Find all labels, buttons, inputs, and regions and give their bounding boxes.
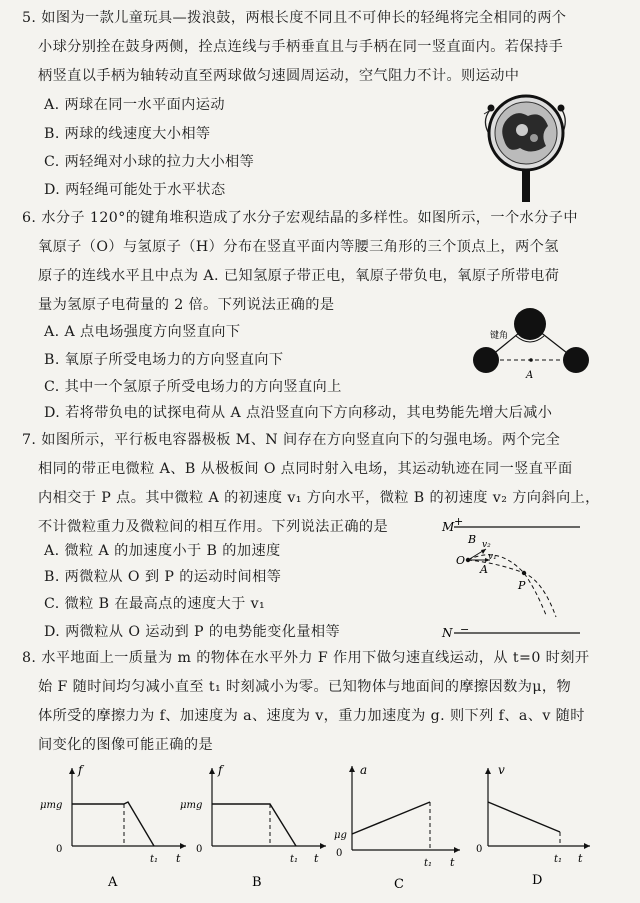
capacitor-figure <box>438 515 588 649</box>
graph-b-label: B <box>252 875 262 890</box>
q8-stem-line-3: 体所受的摩擦力为 f、加速度为 a、速度为 v，重力加速度为 g. 则下列 f、a、v 随时 <box>38 708 585 724</box>
graph-a-level-label: μmg <box>40 800 63 811</box>
graph-c-x-axis: t <box>450 856 455 869</box>
graph-a-t1-label: t₁ <box>150 854 159 865</box>
graph-a <box>38 762 188 900</box>
q5-option-a: A. 两球在同一水平面内运动 <box>44 97 225 113</box>
graph-b-origin: 0 <box>196 844 203 855</box>
q5-stem-line-3: 柄竖直以手柄为轴转动直至两球做匀速圆周运动，空气阻力不计。则运动中 <box>38 68 520 84</box>
graph-d <box>470 762 620 900</box>
q7-option-b: B. 两微粒从 O 到 P 的运动时间相等 <box>44 569 282 585</box>
q5-stem-line-2: 小球分别拴在鼓身两侧，拴点连线与手柄垂直且与手柄在同一竖直面内。若保持手 <box>38 39 564 55</box>
graph-d-y-axis: v <box>498 763 505 777</box>
graph-c-y-axis: a <box>360 763 368 777</box>
q6-stem-line-1: 6. 水分子 120°的键角堆积造成了水分子宏观结晶的多样性。如图所示，一个水分子中 <box>22 210 578 226</box>
q5-option-b: B. 两球的线速度大小相等 <box>44 126 211 142</box>
graph-a-label: A <box>108 875 118 890</box>
q8-stem-line-2: 始 F 随时间均匀减小直至 t₁ 时刻减小为零。已知物体与地面间的摩擦因数为μ，物 <box>38 679 572 695</box>
v1-label: v₁ <box>488 552 497 562</box>
q5-option-d: D. 两轻绳可能处于水平状态 <box>44 182 226 198</box>
q6-option-a: A. A 点电场强度方向竖直向下 <box>44 324 241 340</box>
q7-stem-line-2: 相同的带正电微粒 A、B 从极板间 O 点同时射入电场，其运动轨迹在同一竖直平面 <box>38 461 573 477</box>
graph-b-y-axis: f <box>218 763 223 777</box>
point-p-label: P <box>518 579 526 592</box>
graph-c <box>330 762 483 900</box>
q8-stem-line-4: 间变化的图像可能正确的是 <box>38 737 214 753</box>
minus-sign: − <box>460 623 470 636</box>
q7-option-c: C. 微粒 B 在最高点的速度大于 v₁ <box>44 596 266 612</box>
point-a-label: A <box>526 370 534 381</box>
q6-option-d: D. 若将带负电的试探电荷从 A 点沿竖直向下方向移动，其电势能先增大后减小 <box>44 405 553 421</box>
q7-stem-line-1: 7. 如图所示，平行板电容器极板 M、N 间存在方向竖直向下的匀强电场。两个完全 <box>22 432 561 448</box>
q6-option-c: C. 其中一个氢原子所受电场力的方向竖直向上 <box>44 379 342 395</box>
point-o-label: O <box>456 554 466 567</box>
graph-c-origin: 0 <box>336 848 343 859</box>
q7-option-a: A. 微粒 A 的加速度小于 B 的加速度 <box>44 543 281 559</box>
graph-c-label: C <box>394 877 404 892</box>
q6-stem-line-3: 原子的连线水平且中点为 A. 已知氢原子带正电，氧原子带负电，氧原子所带电荷 <box>38 268 560 284</box>
graph-a-x-axis: t <box>176 852 181 865</box>
q8-stem-line-1: 8. 水平地面上一质量为 m 的物体在水平外力 F 作用下做匀速直线运动，从 t=0 时刻开 <box>22 650 590 666</box>
plate-n-label: N <box>442 626 453 640</box>
q6-stem-line-2: 氧原子（O）与氢原子（H）分布在竖直平面内等腰三角形的三个顶点上，两个氢 <box>38 239 559 255</box>
bond-angle-label: 键角 <box>490 331 509 341</box>
q6-stem-line-4: 量为氢原子电荷量的 2 倍。下列说法正确的是 <box>38 297 335 313</box>
plate-m-label: M <box>442 520 455 534</box>
graph-c-level-label: μg <box>334 830 347 841</box>
graph-d-label: D <box>532 873 543 888</box>
q7-stem-line-3: 内相交于 P 点。其中微粒 A 的初速度 v₁ 方向水平，微粒 B 的初速度 v₂ 方向斜向上， <box>38 490 600 506</box>
particle-b-label: B <box>468 533 477 546</box>
graph-a-origin: 0 <box>56 844 63 855</box>
graph-d-t1-label: t₁ <box>554 854 563 865</box>
particle-a-label: A <box>480 563 488 576</box>
water-molecule-figure <box>466 300 596 394</box>
graph-b-x-axis: t <box>314 852 319 865</box>
graph-d-x-axis: t <box>578 852 583 865</box>
q5-stem-line-1: 5. 如图为一款儿童玩具—拨浪鼓，两根长度不同且不可伸长的轻绳将完全相同的两个 <box>22 10 567 26</box>
graph-d-origin: 0 <box>476 844 483 855</box>
graph-b-level-label: μmg <box>180 800 203 811</box>
q5-option-c: C. 两轻绳对小球的拉力大小相等 <box>44 154 255 170</box>
q7-option-d: D. 两微粒从 O 运动到 P 的电势能变化量相等 <box>44 624 341 640</box>
q6-option-b: B. 氧原子所受电场力的方向竖直向下 <box>44 352 284 368</box>
graph-c-t1-label: t₁ <box>424 858 433 869</box>
plus-sign: + <box>454 515 464 528</box>
rattle-drum-figure <box>470 90 590 209</box>
graph-a-y-axis: f <box>78 763 83 777</box>
q7-stem-line-4: 不计微粒重力及微粒间的相互作用。下列说法正确的是 <box>38 519 389 535</box>
graph-b <box>180 762 330 900</box>
graph-b-t1-label: t₁ <box>290 854 299 865</box>
v2-label: v₂ <box>482 540 491 550</box>
